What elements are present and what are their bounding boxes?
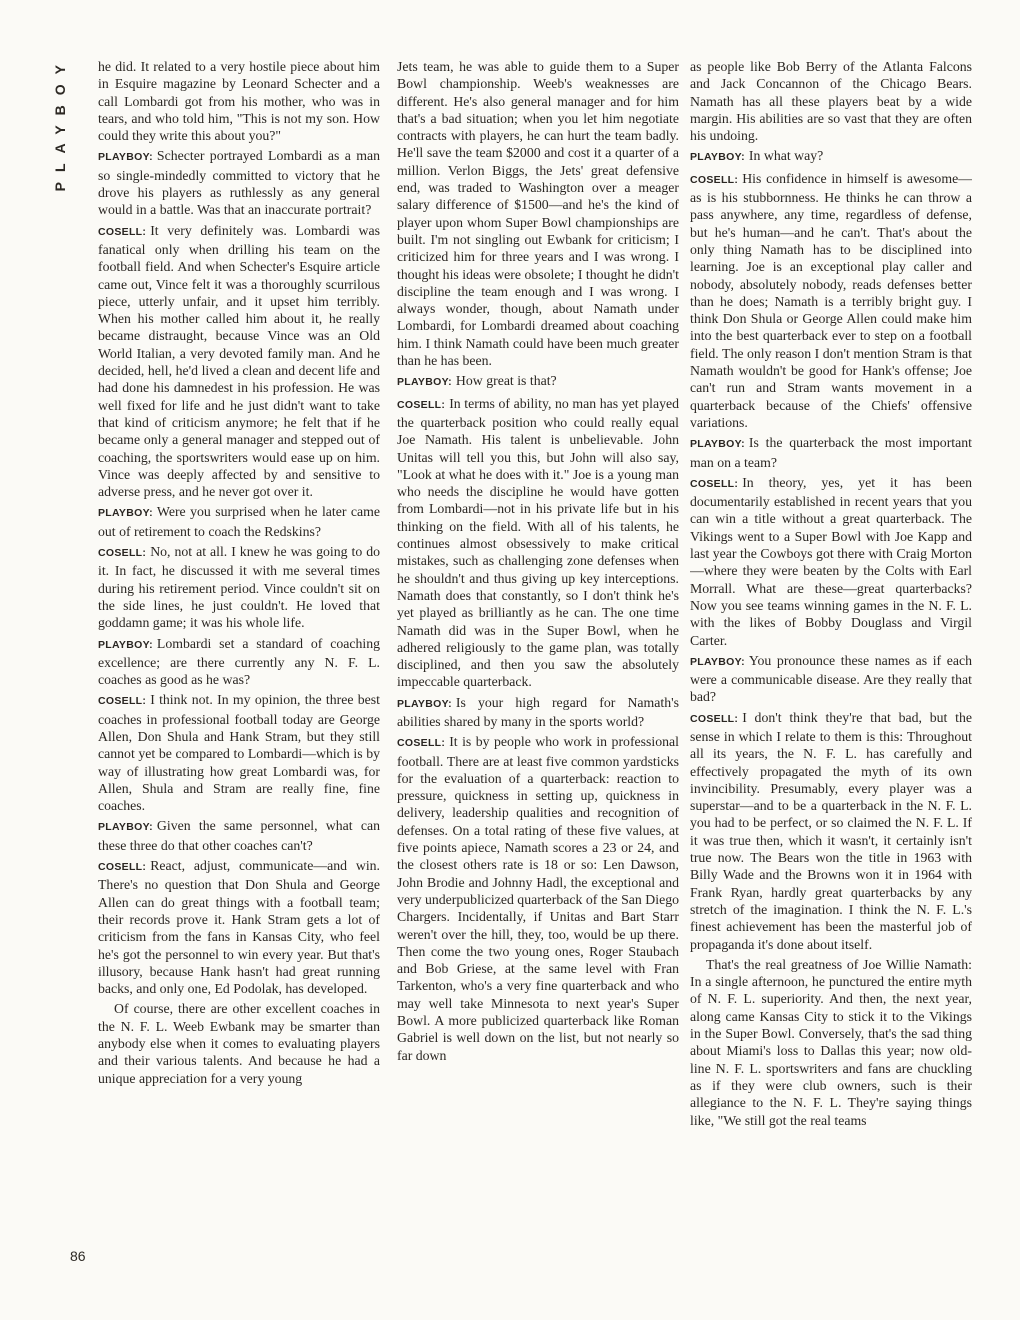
interview-paragraph bbox=[397, 372, 679, 391]
speaker-label: PLAYBOY: bbox=[690, 655, 745, 668]
paragraph-text: React, adjust, communicate—and win. There's no question that Don Shula and George Allen can do great things with a football team; their records prove it. Hank Stram gets a lot of criticism from the fans in Kansas City, who feel he's got the personnel to win every year. But that's illusory, because Hank hasn't had great running backs, and only one, Ed Podolak, has developed. bbox=[98, 858, 380, 997]
paragraph-text: In theory, yes, yet it has been documentarily established in recent years that you can win a title without a great quarterback. The Vikings went to a Super Bowl with Joe Kapp and last year the Cowboys got there with Craig Morton—where they were beaten by the Colts with Earl Morrall. What are these—great quarterbacks? Now you see teams winning games in the N. F. L. with the likes of Bobby Douglass and Virgil Carter. bbox=[690, 474, 972, 648]
interview-paragraph bbox=[397, 395, 679, 691]
paragraph-text: Is the quarterback the most important man on a team? bbox=[690, 435, 972, 470]
speaker-label: COSELL: bbox=[98, 695, 147, 708]
interview-paragraph bbox=[98, 691, 380, 814]
interview-paragraph bbox=[98, 543, 380, 631]
interview-paragraph bbox=[690, 709, 972, 953]
interview-paragraph bbox=[98, 503, 380, 540]
paragraph-text: as people like Bob Berry of the Atlanta Falcons and Jack Concannon of the Chicago Bears. Namath has all these players beat by a wide margin. His abilities are so vast that they are often his undoing. bbox=[690, 59, 972, 144]
speaker-label: COSELL: bbox=[98, 225, 147, 238]
paragraph-text: Schecter portrayed Lombardi as a man so single-mindedly committed to victory that he drove his players as ruthlessly as any general would in a battle. Was that an inaccurate portrait? bbox=[98, 148, 380, 218]
interview-paragraph bbox=[98, 222, 380, 501]
speaker-label: PLAYBOY: bbox=[397, 697, 452, 710]
interview-paragraph bbox=[98, 147, 380, 218]
paragraph-text: Is your high regard for Namath's abilities shared by many in the sports world? bbox=[397, 694, 679, 729]
speaker-label: COSELL: bbox=[690, 477, 739, 490]
paragraph-text: In what way? bbox=[748, 148, 824, 164]
body-paragraph bbox=[690, 956, 972, 1129]
interview-paragraph bbox=[397, 733, 679, 1064]
speaker-label: COSELL: bbox=[690, 173, 739, 186]
interview-paragraph bbox=[690, 434, 972, 471]
paragraph-text: It is by people who work in professional football. There are at least five common yardsticks for the evaluation of a quarterback: reaction to pressure, quickness in setting up, quickness in delivery, leadership qualities and recognition of defenses. On a total rating of these five values, at five points apiece, Namath scores a 23 or 24, and the closest others rate is 18 or so: Len Dawson, John Brodie and Johnny Hadl, the exceptional and very underpublicized quarterback of the San Diego Chargers. Incidentally, if Unitas and Bart Starr weren't over the hill, they, too, would be up there. Then come the two young ones, Roger Staubach and Bob Griese, at the same level with Fran Tarkenton, who's a very fine quarterback and who may well take Minnesota to next year's Super Bowl. A more publicized quarterback like Roman Gabriel is well down on the list, but not nearly so far down bbox=[397, 734, 679, 1063]
text-column-1 bbox=[98, 58, 380, 1273]
speaker-label: PLAYBOY: bbox=[98, 638, 153, 651]
speaker-label: COSELL: bbox=[397, 737, 446, 750]
paragraph-text: That's the real greatness of Joe Willie Namath: In a single afternoon, he punctured the entire myth of N. F. L. superiority. And then, the next year, along came Kansas City to stick it to the Vikings in the Super Bowl. Conversely, that's the sad thing about Miami's loss to Dallas this year; now old-line N. F. L. sportswriters and fans are chuckling as if they were club owners, such is their allegiance to the N. F. L. They're saying things like, "We still got the real teams bbox=[690, 956, 972, 1128]
body-paragraph bbox=[98, 1000, 380, 1086]
paragraph-text: Jets team, he was able to guide them to a Super Bowl championship. Weeb's weaknesses are different. He's also general manager and for him that's a bad situation; when you let him negotiate contracts with players, he can hurt the team badly. He'll save the team $2000 and cost it a quarter of a million. Verlon Biggs, the Jets' great defensive end, was traded to Washington over a meager salary difference of $1500—and he's the kind of player upon whom Super Bowl championships are built. I'm not singling out Ewbank for criticism; I criticized him for three years and I was wrong. I thought his ideas were obsolete; I thought he didn't discipline the team enough and I was wrong. I always wonder, though, about Namath under Lombardi, for Lombardi dreamed about coaching him. I think Namath could have been much greater than he has been. bbox=[397, 59, 679, 369]
paragraph-text: Of course, there are other excellent coaches in the N. F. L. Weeb Ewbank may be smarter than anybody else when it comes to evaluating players and their various talents. And because he had a unique appreciation for a very young bbox=[98, 1001, 380, 1086]
magazine-masthead: PLAYBOY bbox=[52, 55, 68, 192]
paragraph-text: You pronounce these names as if each were a communicable disease. Are they really that bad? bbox=[690, 652, 972, 705]
paragraph-text: Given the same personnel, what can these three do that other coaches can't? bbox=[98, 818, 380, 853]
interview-paragraph bbox=[98, 635, 380, 689]
interview-paragraph bbox=[690, 147, 972, 166]
speaker-label: PLAYBOY: bbox=[690, 438, 745, 451]
paragraph-text: Were you surprised when he later came out of retirement to coach the Redskins? bbox=[98, 504, 380, 539]
paragraph-text: I don't think they're that bad, but the sense in which I relate to them is this: Throughout all its years, the N. F. L. has carefully and effectively propagated the myth of its own invincibility. Presumably, every player was a superstar—and to be a quarterback in the N. F. L. you had to be perfect, or so claimed the N. F. L. If it was true then, which it wasn't, it certainly isn't true now. The Bears won the title in 1963 with Billy Wade and the Browns won it in 1964 with Frank Ryan, hardly great quarterbacks by any stretch of the imagination. I think the N. F. L.'s finest achievement has been the masterful job of propaganda it's done about itself. bbox=[690, 709, 972, 952]
body-paragraph bbox=[98, 58, 380, 144]
speaker-label: PLAYBOY: bbox=[690, 151, 745, 164]
speaker-label: COSELL: bbox=[98, 861, 147, 874]
speaker-label: PLAYBOY: bbox=[98, 821, 153, 834]
body-paragraph bbox=[397, 58, 679, 369]
speaker-label: PLAYBOY: bbox=[98, 151, 153, 164]
speaker-label: COSELL: bbox=[690, 712, 739, 725]
paragraph-text: he did. It related to a very hostile piece about him in Esquire magazine by Leonard Schecter and a call Lombardi got from his mother, who was in tears, and who told him, "This is not my son. How could they write this about you?" bbox=[98, 59, 380, 144]
text-column-2 bbox=[397, 58, 679, 1273]
paragraph-text: How great is that? bbox=[455, 373, 557, 389]
interview-paragraph bbox=[690, 170, 972, 431]
speaker-label: COSELL: bbox=[98, 547, 147, 560]
interview-paragraph bbox=[98, 817, 380, 854]
interview-paragraph bbox=[98, 857, 380, 997]
interview-paragraph bbox=[397, 694, 679, 731]
speaker-label: PLAYBOY: bbox=[98, 507, 153, 520]
paragraph-text: I think not. In my opinion, the three best coaches in professional football today are George Allen, Don Shula and Hank Stram, but they still cannot yet be compared to Lombardi—which is by way of illustrating how great Lombardi was, for Allen, Shula and Stram are really fine, fine coaches. bbox=[98, 692, 380, 814]
paragraph-text: In terms of ability, no man has yet played the quarterback position who could really equal Joe Namath. His talent is unbelievable. John Unitas will tell you this, but John will also say, "Look at what he does with it." Joe is a young man who needs the discipline he would have gotten from Lombardi—not in his private life but in his thinking on the field. With all of his talents, he continues almost obsessively to make critical mistakes, such as challenging zone defenses when he shouldn't and thus giving up key interceptions. Namath does that constantly, so I don't think he's yet played as brilliantly as he can. The one time Namath did was in the Super Bowl, when he adhered religiously to the game plan, was totally disciplined, and then you saw the absolutely impeccable quarterback. bbox=[397, 395, 679, 690]
text-column-3 bbox=[690, 58, 972, 1273]
paragraph-text: His confidence in himself is awesome—as is his stubbornness. He thinks he can throw a pass anywhere, any time, regardless of defense, but he's human—and he can't. That's about the only thing Namath has to be disciplined into learning. Joe is an exceptional play caller and nobody, absolutely nobody, reads defenses better than he does; Namath is a terribly bright guy. I think Don Shula or George Allen could make him into the best quarterback ever to step on a football field. The only reason I don't mention Stram is that Namath wouldn't be good for Hank's offense; Joe can't run and Stram wants movement in a quarterback because of the Chiefs' offensive variations. bbox=[690, 170, 972, 430]
page-number: 86 bbox=[70, 1248, 86, 1264]
paragraph-text: It very definitely was. Lombardi was fanatical only when drilling his team on the football field. And when Schecter's Esquire article came out, Vince felt it was a thoroughly scurrilous piece, utterly unfair, and it upset him terribly. When his mother called him about it, he really became distraught, because Vince was an Old World Italian, a very devoted family man. And he decided, hell, he'd lived a clean and decent life and had done his damnedest in his profession. He was well fixed for life and he just didn't want to take that kind of criticism anymore; he felt that if he became only a general manager and stepped out of coaching, the sportswriters would ease up on him. Vince was deeply affected by and sensitive to adverse press, and he never got over it. bbox=[98, 222, 380, 500]
body-paragraph bbox=[690, 58, 972, 144]
interview-paragraph bbox=[690, 474, 972, 649]
speaker-label: PLAYBOY: bbox=[397, 376, 452, 389]
interview-paragraph bbox=[690, 652, 972, 706]
paragraph-text: Lombardi set a standard of coaching excellence; are there currently any N. F. L. coaches as good as he was? bbox=[98, 635, 380, 688]
paragraph-text: No, not at all. I knew he was going to do it. In fact, he discussed it with me several times during his retirement period. Vince couldn't sit on the side lines, he just couldn't. He loved that goddamn game; it was his whole life. bbox=[98, 544, 380, 631]
speaker-label: COSELL: bbox=[397, 398, 446, 411]
